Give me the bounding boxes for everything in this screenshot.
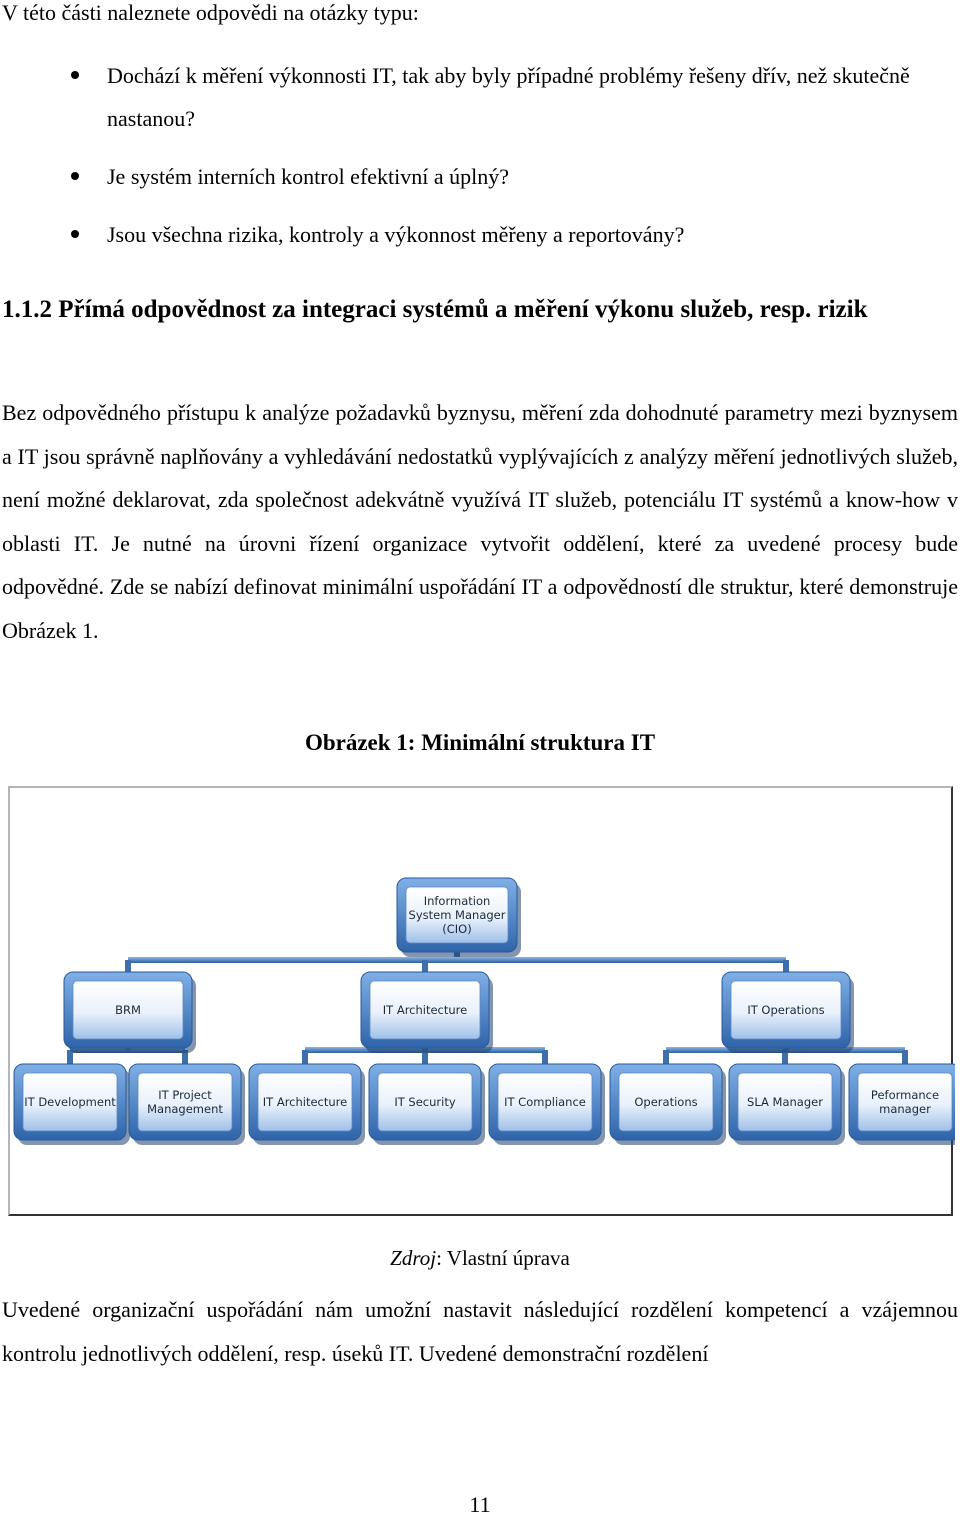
connector-line xyxy=(783,960,789,972)
list-item: Jsou všechna rizika, kontroly a výkonnost měřeny a reportovány? xyxy=(107,213,959,256)
org-box-level2 xyxy=(64,972,196,1053)
section-number: 1.1.2 xyxy=(2,296,52,323)
org-box-cio xyxy=(397,878,521,957)
box-label: Operations xyxy=(634,1095,698,1109)
connector-line xyxy=(125,960,131,972)
page-number: 11 xyxy=(469,1492,491,1517)
connector-line xyxy=(542,1050,548,1064)
box-label: IT Compliance xyxy=(504,1095,586,1109)
org-box-level2 xyxy=(722,972,854,1053)
box-label: (CIO) xyxy=(442,922,472,936)
box-label: Peformance xyxy=(870,1088,940,1102)
box-label: IT Architecture xyxy=(262,1095,348,1109)
section-heading xyxy=(2,284,958,336)
org-box-level2 xyxy=(361,972,493,1053)
connector-line xyxy=(302,1050,308,1064)
section-title: Přímá odpovědnost za integraci systémů a měření výkonu služeb, resp. rizik xyxy=(58,296,868,323)
box-label: IT Security xyxy=(394,1095,456,1109)
org-box-level3 xyxy=(129,1064,245,1145)
box-label: IT Operations xyxy=(747,1003,825,1017)
box-label: BRM xyxy=(115,1003,141,1017)
list-item: Dochází k měření výkonnosti IT, tak aby byly případné problémy řešeny dřív, než skutečně nastanou? xyxy=(107,54,959,140)
org-box-level3 xyxy=(249,1064,365,1145)
source-label: Zdroj xyxy=(390,1246,437,1270)
figure-source xyxy=(0,1243,960,1273)
org-chart-figure xyxy=(8,786,953,1216)
box-label: IT Architecture xyxy=(382,1003,468,1017)
connector-line xyxy=(128,957,786,963)
connector-line xyxy=(902,1050,908,1064)
org-box-level3 xyxy=(369,1064,485,1145)
connector-line xyxy=(422,960,428,972)
box-label: IT Project xyxy=(158,1088,212,1102)
list-item: Je systém interních kontrol efektivní a úplný? xyxy=(107,155,959,198)
source-text: : Vlastní úprava xyxy=(436,1246,570,1270)
paragraph-1: Bez odpovědného přístupu k analýze požadavků byznysu, měření zda dohodnuté parametry mezi byznysem a IT jsou správně naplňovány a vyhledávání nedostatků vyplývajících z analýzy měření jednotlivých služeb, není možné deklarovat, zda společnost adekvátně využívá IT služeb, potenciálu IT systémů a know-how v oblasti IT. Je nutné na úrovni řízení organizace vytvořit oddělení, které za uvedené procesy bude odpovědné. Zde se nabízí definovat minimální uspořádání IT a odpovědností dle struktur, které demonstruje Obrázek 1. xyxy=(2,400,958,643)
intro-text: V této části naleznete odpovědi na otázky typu: xyxy=(2,0,419,25)
org-box-level3 xyxy=(14,1064,130,1145)
box-label: Information xyxy=(423,894,491,908)
box-label: IT Development xyxy=(24,1095,116,1109)
box-label: System Manager xyxy=(408,908,506,922)
org-chart xyxy=(10,788,955,1218)
org-box-level3 xyxy=(849,1064,955,1145)
connector-line xyxy=(67,1050,73,1064)
figure-caption: Obrázek 1: Minimální struktura IT xyxy=(304,730,656,755)
org-box-level3 xyxy=(729,1064,845,1145)
paragraph-2: Uvedené organizační uspořádání nám umožní nastavit následující rozdělení kompetencí a vzájemnou kontrolu jednotlivých oddělení, resp. úseků IT. Uvedené demonstrační rozdělení xyxy=(2,1297,958,1366)
org-box-level3 xyxy=(489,1064,605,1145)
box-label: manager xyxy=(879,1102,931,1116)
box-label: SLA Manager xyxy=(747,1095,823,1109)
connector-line xyxy=(663,1050,669,1064)
org-box-level3 xyxy=(610,1064,726,1145)
box-label: Management xyxy=(147,1102,223,1116)
